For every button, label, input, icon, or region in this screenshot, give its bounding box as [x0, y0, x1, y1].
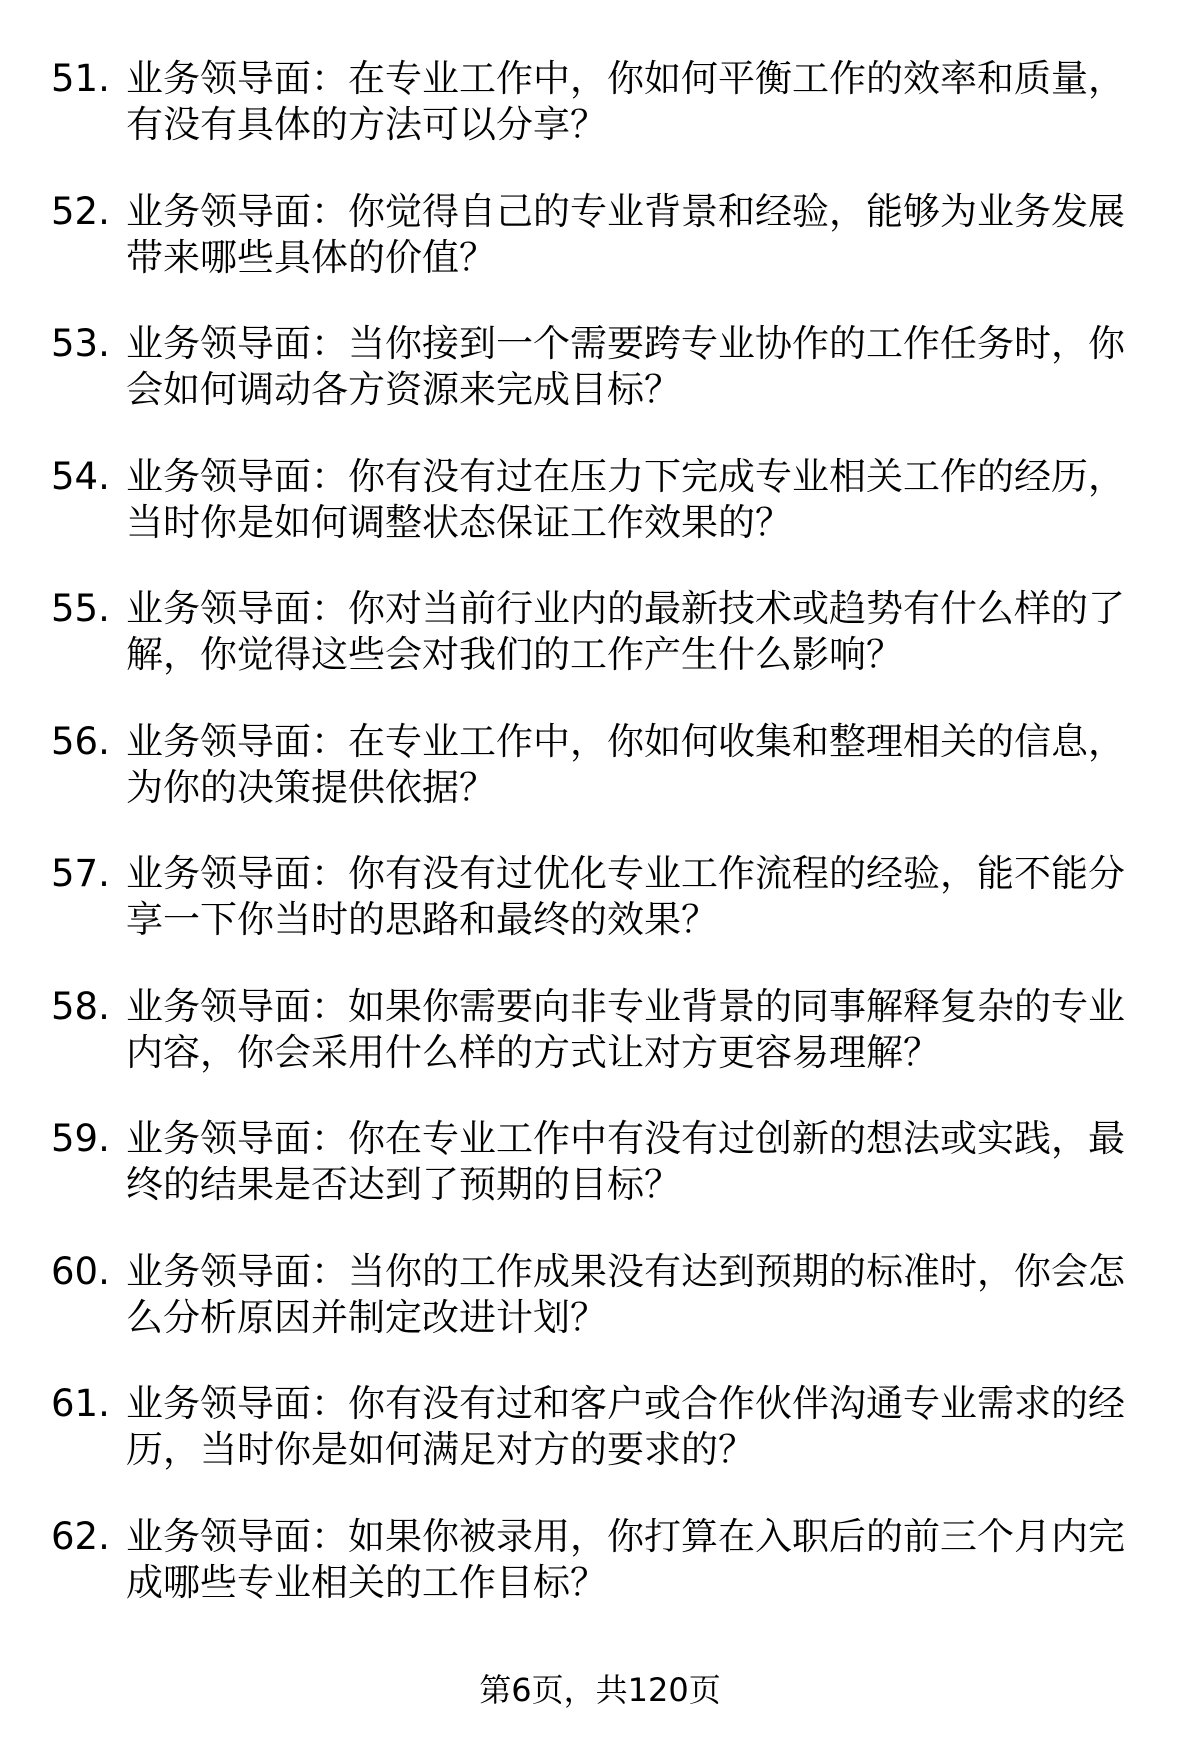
question-text: 业务领导面：在专业工作中，你如何收集和整理相关的信息，为你的决策提供依据？ — [126, 719, 1125, 809]
question-text: 业务领导面：你在专业工作中有没有过创新的想法或实践，最终的结果是否达到了预期的目标？ — [126, 1117, 1125, 1206]
question-number: 58. — [51, 984, 110, 1028]
question-item-57 — [0, 851, 1200, 984]
question-item-55 — [0, 586, 1200, 719]
question-text: 业务领导面：你有没有过和客户或合作伙伴沟通专业需求的经历，当时你是如何满足对方的要求的？ — [126, 1382, 1125, 1471]
question-text: 业务领导面：当你接到一个需要跨专业协作的工作任务时，你会如何调动各方资源来完成目标？ — [126, 322, 1125, 411]
question-number: 59. — [51, 1117, 110, 1160]
question-number: 55. — [51, 587, 110, 630]
question-number: 56. — [51, 719, 110, 763]
question-item-58 — [0, 984, 1200, 1117]
question-item-52 — [0, 189, 1200, 322]
question-number: 57. — [51, 852, 110, 895]
question-number: 61. — [51, 1382, 110, 1425]
question-text: 业务领导面：在专业工作中，你如何平衡工作的效率和质量，有没有具体的方法可以分享？ — [126, 57, 1125, 146]
question-text: 业务领导面：你觉得自己的专业背景和经验，能够为业务发展带来哪些具体的价值？ — [126, 189, 1125, 279]
question-text: 业务领导面：当你的工作成果没有达到预期的标准时，你会怎么分析原因并制定改进计划？ — [126, 1249, 1125, 1339]
question-list — [0, 56, 1200, 1646]
question-item-62 — [0, 1514, 1200, 1647]
question-text: 业务领导面：你对当前行业内的最新技术或趋势有什么样的了解，你觉得这些会对我们的工作产生什么影响？ — [126, 587, 1125, 676]
question-item-51 — [0, 56, 1200, 189]
question-number: 62. — [51, 1514, 110, 1558]
question-number: 54. — [51, 454, 110, 498]
question-item-56 — [0, 719, 1200, 852]
question-number: 52. — [51, 189, 110, 233]
question-item-61 — [0, 1381, 1200, 1514]
question-item-53 — [0, 321, 1200, 454]
question-item-54 — [0, 454, 1200, 587]
question-text: 业务领导面：你有没有过在压力下完成专业相关工作的经历，当时你是如何调整状态保证工作效果的？ — [126, 454, 1125, 544]
question-number: 53. — [51, 322, 110, 365]
question-text: 业务领导面：如果你被录用，你打算在入职后的前三个月内完成哪些专业相关的工作目标？ — [126, 1514, 1125, 1604]
question-item-60 — [0, 1249, 1200, 1382]
question-text: 业务领导面：如果你需要向非专业背景的同事解释复杂的专业内容，你会采用什么样的方式让对方更容易理解？ — [126, 984, 1125, 1074]
question-text: 业务领导面：你有没有过优化专业工作流程的经验，能不能分享一下你当时的思路和最终的效果？ — [126, 852, 1125, 941]
question-number: 60. — [51, 1249, 110, 1293]
page-footer: 第6页，共120页 — [479, 1671, 721, 1709]
question-number: 51. — [51, 57, 110, 100]
question-item-59 — [0, 1116, 1200, 1249]
